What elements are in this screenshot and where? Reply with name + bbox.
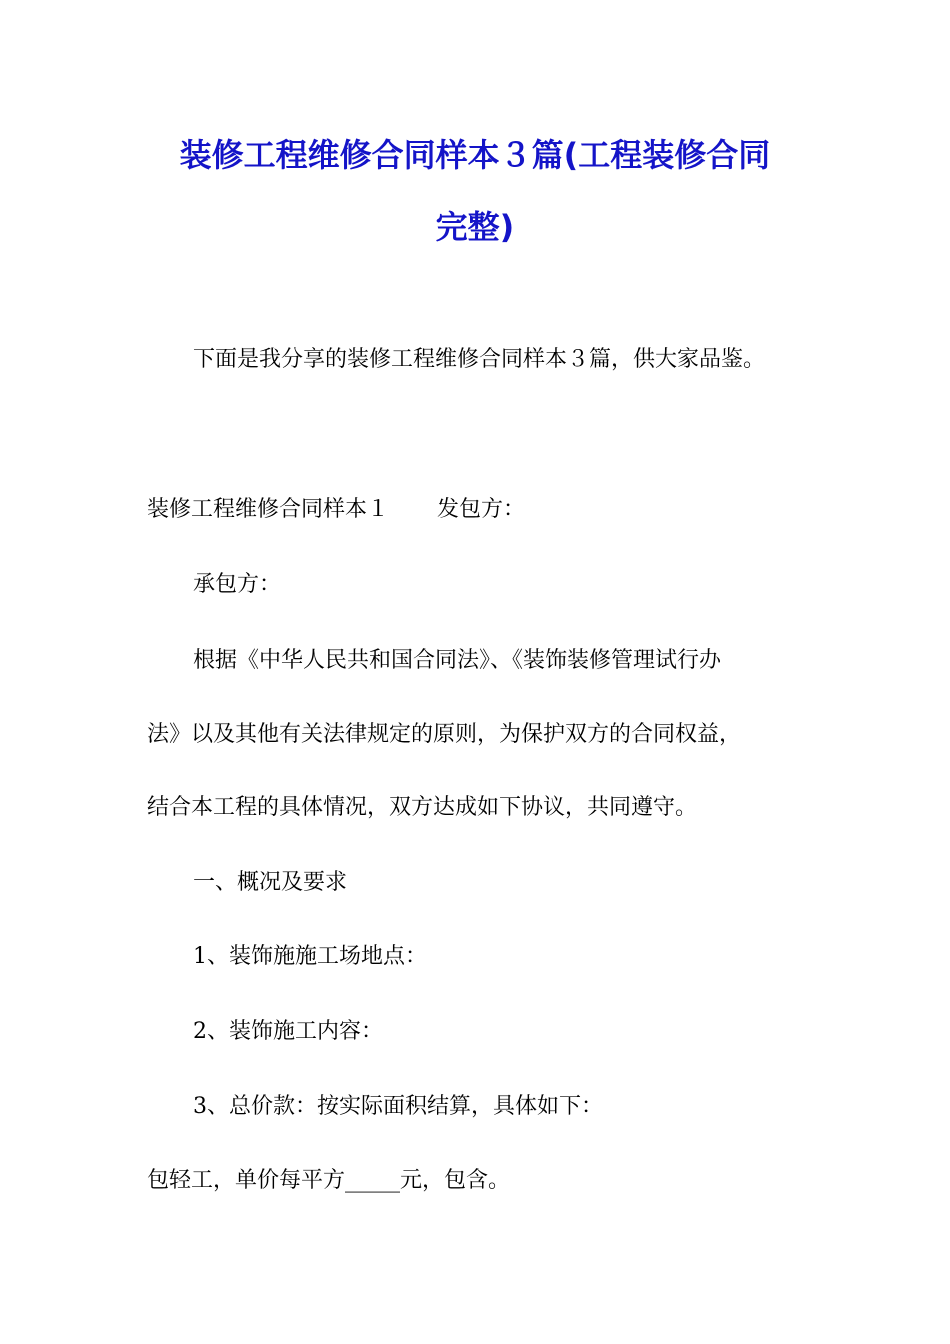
basis-paragraph-line-1: 根据《中华人民共和国合同法》、《装饰装修管理试行办 bbox=[193, 648, 722, 673]
section-1-header-line bbox=[147, 495, 525, 525]
clause-item-1: 1、装饰施施工场地点： bbox=[193, 944, 427, 969]
intro-paragraph: 下面是我分享的装修工程维修合同样本３篇，供大家品鉴。 bbox=[193, 347, 766, 372]
party-b-label: 承包方： bbox=[193, 572, 282, 597]
section-1-title: 装修工程维修合同样本１ bbox=[147, 497, 390, 522]
clause-item-3: 3、总价款：按实际面积结算，具体如下： bbox=[193, 1094, 603, 1119]
basis-paragraph-line-3: 结合本工程的具体情况，双方达成如下协议，共同遵守。 bbox=[147, 795, 698, 820]
price-line: 包轻工，单价每平方_____元，包含。 bbox=[147, 1168, 511, 1193]
document-title-line-1: 装修工程维修合同样本３篇(工程装修合同 bbox=[179, 136, 771, 174]
basis-paragraph-line-2: 法》以及其他有关法律规定的原则，为保护双方的合同权益， bbox=[147, 722, 742, 747]
clause-1-heading: 一、概况及要求 bbox=[193, 870, 348, 895]
document-title-line-2: 完整) bbox=[435, 208, 515, 246]
clause-item-2: 2、装饰施工内容： bbox=[193, 1019, 383, 1044]
party-a-label: 发包方： bbox=[437, 497, 526, 522]
